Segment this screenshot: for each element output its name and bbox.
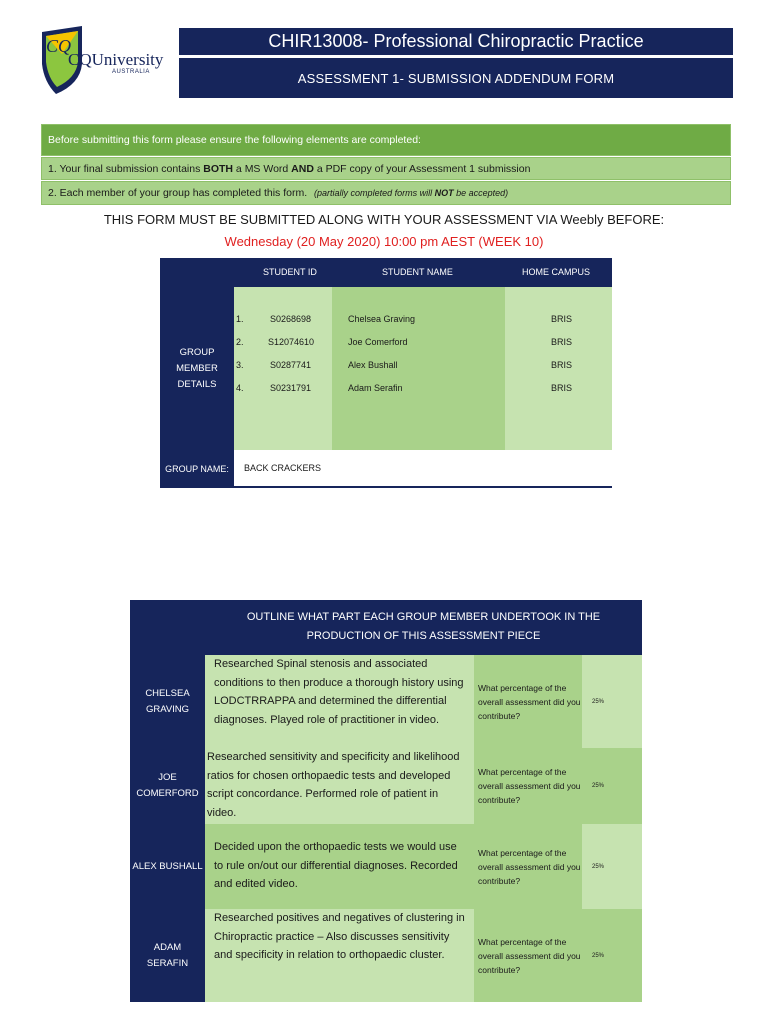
- item1-suffix: a PDF copy of your Assessment 1 submission: [313, 162, 531, 175]
- row-num: 4.: [236, 383, 244, 393]
- contribution-heading: [205, 608, 642, 646]
- side-label-line: DETAILS: [177, 378, 217, 390]
- member-name-line: GRAVING: [145, 703, 190, 715]
- member-name-line: ALEX BUSHALL: [132, 860, 203, 872]
- header-student-id: STUDENT ID: [263, 267, 317, 277]
- member-name-cell: [130, 824, 205, 909]
- course-title: CHIR13008- Professional Chiropractic Practice: [179, 28, 733, 55]
- checklist-item-2: [41, 181, 731, 205]
- member-name-cell: [130, 655, 205, 748]
- heading-line-2: PRODUCTION OF THIS ASSESSMENT PIECE: [306, 630, 541, 642]
- percentage-value: 25%: [582, 824, 642, 909]
- item1-both: BOTH: [203, 162, 234, 175]
- percentage-question: What percentage of the overall assessment did you contribute?: [474, 655, 582, 748]
- member-description: Researched sensitivity and specificity and likelihood ratios for chosen orthopaedic tests and developed script concordance. Performed role of patient in video.: [205, 748, 474, 824]
- item2-note: [314, 188, 508, 198]
- percentage-question: What percentage of the overall assessment did you contribute?: [474, 748, 582, 824]
- row-num: 3.: [236, 360, 244, 370]
- student-name: Alex Bushall: [348, 360, 398, 370]
- member-name-line: ADAM: [153, 941, 182, 953]
- member-description: Researched positives and negatives of clustering in Chiropractic practice – Also discusses sensitivity and specificity in relation to orthopaedic cluster.: [205, 909, 474, 1002]
- svg-text:CQ: CQ: [46, 36, 72, 56]
- row-num: 1.: [236, 314, 244, 324]
- student-id: S0268698: [270, 314, 312, 324]
- percentage-question: What percentage of the overall assessment did you contribute?: [474, 824, 582, 909]
- member-name-line: JOE: [158, 772, 177, 783]
- checklist-intro: Before submitting this form please ensure the following elements are completed:: [41, 124, 731, 156]
- member-description: Researched Spinal stenosis and associated conditions to then produce a thorough history using LODCTRRAPPA and determined the differential diagnoses. Played role of practitioner in video.: [205, 655, 474, 748]
- side-label-line: MEMBER: [176, 362, 218, 374]
- student-name: Chelsea Graving: [348, 314, 416, 324]
- home-campus: BRIS: [551, 383, 573, 393]
- student-name: Joe Comerford: [348, 337, 408, 347]
- deadline: Wednesday (20 May 2020) 10:00 pm AEST (WEEK 10): [224, 234, 544, 249]
- member-name-line: CHELSEA: [145, 687, 190, 699]
- checklist-item-1: [41, 157, 731, 180]
- item2-note-bold: NOT: [434, 188, 454, 198]
- member-name-cell: [130, 909, 205, 1002]
- cqu-logo: [40, 24, 164, 96]
- student-id-column: [234, 287, 332, 450]
- percentage-value: 25%: [582, 909, 642, 1002]
- member-name-cell: [130, 748, 205, 824]
- percentage-question: What percentage of the overall assessment did you contribute?: [474, 909, 582, 1002]
- member-name-line: SERAFIN: [146, 957, 189, 969]
- group-name-label: GROUP NAME:: [160, 450, 234, 488]
- student-name: Adam Serafin: [348, 383, 403, 393]
- row-num: 2.: [236, 337, 244, 347]
- logo-brand: CQUniversity: [68, 50, 164, 69]
- home-campus: BRIS: [551, 314, 573, 324]
- side-label-line: GROUP: [179, 346, 215, 358]
- home-campus-column: [505, 287, 612, 450]
- student-id: S12074610: [268, 337, 315, 347]
- item1-and: AND: [291, 162, 314, 175]
- member-description: Decided upon the orthopaedic tests we would use to rule on/out our differential diagnoses. Recorded and edited video.: [205, 824, 474, 909]
- home-campus: BRIS: [551, 337, 573, 347]
- percentage-value: 25%: [582, 655, 642, 748]
- item1-prefix: 1. Your final submission contains: [48, 162, 204, 175]
- home-campus: BRIS: [551, 360, 573, 370]
- student-id: S0231791: [270, 383, 312, 393]
- group-name-value: BACK CRACKERS: [234, 450, 612, 487]
- item2-note-prefix: (partially completed forms will: [314, 188, 435, 198]
- form-subtitle: ASSESSMENT 1- SUBMISSION ADDENDUM FORM: [179, 58, 733, 98]
- group-table-header: [160, 258, 612, 287]
- logo-country: AUSTRALIA: [112, 69, 150, 75]
- group-member-details-label: [160, 287, 234, 450]
- submission-notice: THIS FORM MUST BE SUBMITTED ALONG WITH YOUR ASSESSMENT VIA Weebly BEFORE:: [103, 212, 665, 227]
- item1-mid: a MS Word: [233, 162, 292, 175]
- header-student-name: STUDENT NAME: [382, 267, 453, 277]
- student-name-column: [332, 287, 505, 450]
- heading-line-1: OUTLINE WHAT PART EACH GROUP MEMBER UNDERTOOK IN THE: [246, 611, 601, 623]
- student-id: S0287741: [270, 360, 312, 370]
- percentage-value: 25%: [582, 748, 642, 824]
- item2-note-suffix: be accepted): [453, 188, 509, 198]
- header-home-campus: HOME CAMPUS: [522, 267, 591, 277]
- member-name-line: COMERFORD: [136, 788, 199, 799]
- item2-text: 2. Each member of your group has completed this form.: [48, 187, 311, 199]
